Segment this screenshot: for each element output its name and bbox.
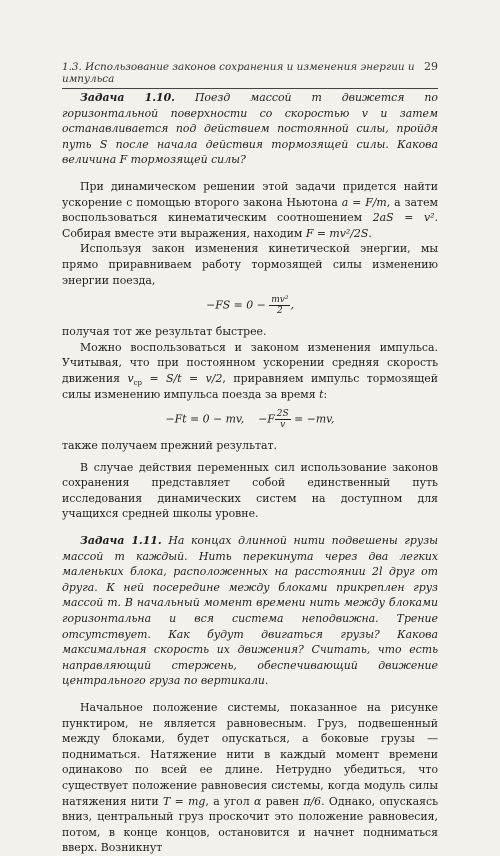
paragraph-dynamic-solution: При динамическом решении этой задачи придется найти ускорение с помощью второго закона Ньютона a = F/m, а затем воспользоваться кинематическим соотношением 2aS = v². Собирая вместе эти выражения, находим F = mv²/2S. — [62, 179, 438, 240]
equation-energy: −FS = 0 − $\frac{\text{mv²}}{2}$ , — [206, 295, 294, 317]
formula-result: F = mv²/2S — [305, 226, 369, 240]
task-1-10 — [62, 90, 438, 168]
task-1-11-label: Задача 1.11. — [80, 534, 162, 548]
paragraph-variable-forces: В случае действия переменных сил использование законов сохранения представляет собой единственный путь исследования динамических систем на доступном для учащихся средней школы уровне. — [62, 460, 438, 521]
fraction-mv2-2: $\frac{\text{mv²}}{2}$ — [271, 295, 289, 317]
header-title: 1.3. Использование законов сохранения и изменения энергии и импульса — [62, 61, 415, 85]
paragraph-energy-law: Используя закон изменения кинетической энергии, мы прямо приравниваем работу тормозящей силы изменению энергии поезда, — [62, 242, 438, 287]
fraction-2s-v: $\frac{2S}{v}$ — [276, 409, 289, 431]
formula-newton: a = F/m — [341, 195, 387, 209]
paragraph-faster-result: получая тот же результат быстрее. — [62, 325, 267, 339]
formula-kinematic: 2aS = v² — [372, 211, 435, 225]
task-1-10-text: Поезд массой m движется по горизонтальной поверхности со скоростью v и затем останавливается под действием постоянной силы, пройдя путь S после начала действия тормозящей силы. Какова величина F тормозящей силы? — [62, 91, 438, 167]
paragraph-momentum-law: Можно воспользоваться и законом изменения импульса. Учитывая, что при постоянном ускорении средняя скорость движения $v_{ср} = S/t = v/2$, приравняем импульс тормозящей силы изменению импульса поезда за время t: — [62, 340, 439, 401]
equation-momentum: −Ft = 0 − mv, −F $\frac{2S}{v}$ = −mv, — [165, 409, 335, 431]
running-header — [62, 60, 438, 89]
task-1-10-label: Задача 1.10. — [80, 91, 175, 104]
paragraph-same-result: также получаем прежний результат. — [62, 439, 278, 453]
task-1-11 — [62, 533, 438, 689]
page-body — [62, 90, 438, 856]
paragraph-initial-position: Начальное положение системы, показанное на рисунке пунктиром, не является равновесным. Груз, подвешенный между блоками, будет опускаться, а боковые грузы — подниматься. Натяжение нити в каждый момент времени одинаково по всей ее длине. Нетрудно убедиться, что существует положение равновесия системы, когда модуль силы натяжения нити T = mg, а угол α равен π/6. Однако, опускаясь вниз, центральный груз проскочит это положение равновесия, потом, в конце концов, остановится и начнет подниматься вверх. Возникнут — [62, 701, 438, 855]
task-1-11-text: На концах длинной нити подвешены грузы массой m каждый. Нить перекинута через два легких маленьких блока, расположенных на расстоянии 2l друг от друга. К ней посередине между блоками прикреплен груз массой m. В начальный момент времени нить между блоками горизонтальна и вся система неподвижна. Трение отсутствует. Как будут двигаться грузы? Какова максимальная скорость их движения? Считать, что есть направляющий стержень, обеспечивающий движение центрального груза по вертикали. — [62, 534, 438, 688]
page-number: 29 — [424, 60, 438, 73]
